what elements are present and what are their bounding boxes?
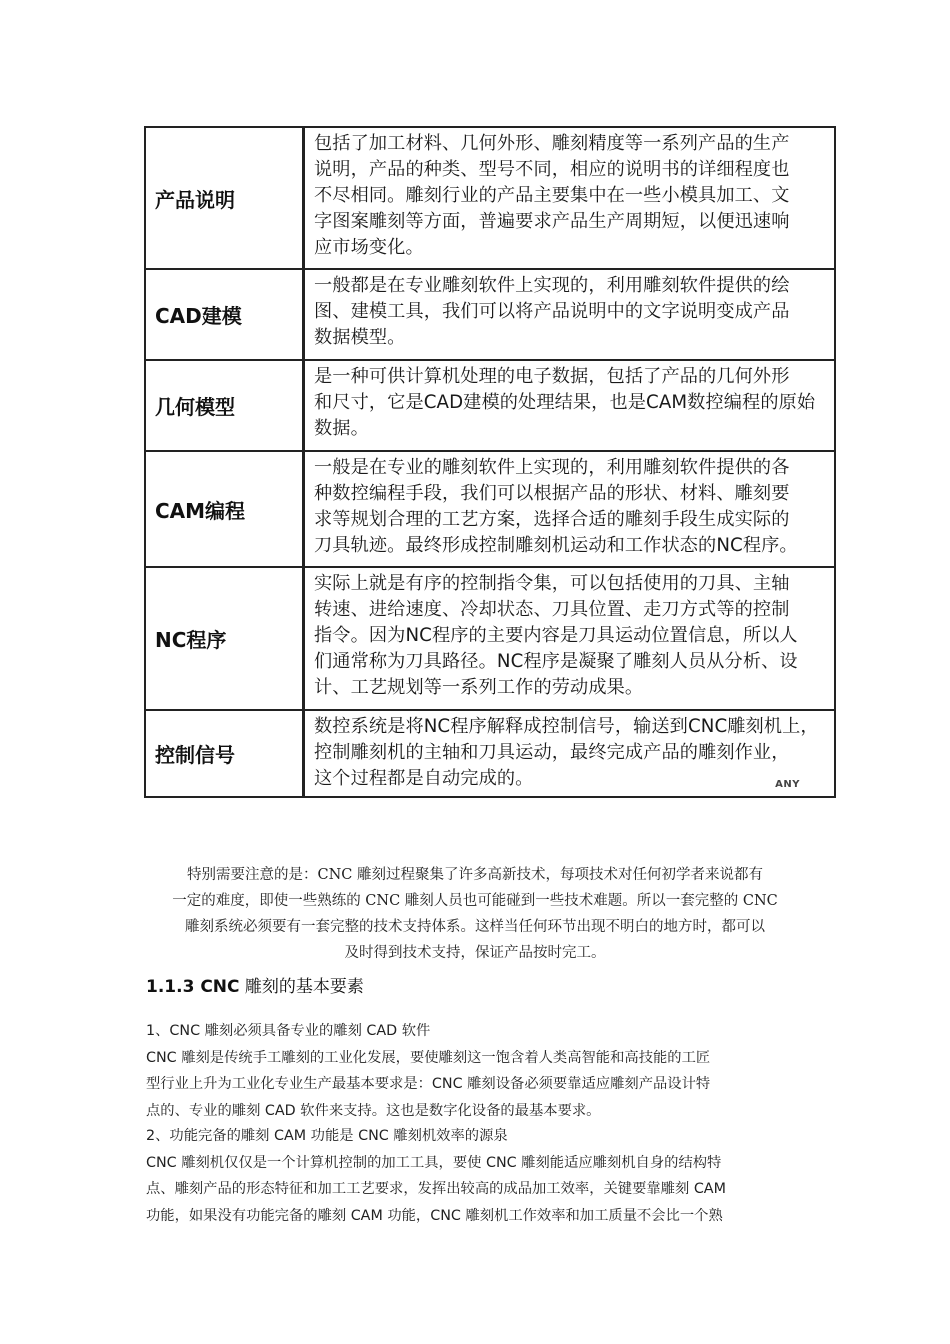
- row-label: 控制信号: [146, 711, 305, 796]
- description-line: 字图案雕刻等方面，普遍要求产品生产周期短，以便迅速响: [314, 211, 790, 232]
- item-line: 点的、专业的雕刻 CAD 软件来支持。这也是数字化设备的最基本要求。: [146, 1102, 601, 1119]
- item-line: 功能，如果没有功能完备的雕刻 CAM 功能，CNC 雕刻机工作效率和加工质量不会比一个熟: [146, 1207, 723, 1224]
- note-line: 雕刻系统必须要有一套完整的技术支持体系。这样当任何环节出现不明白的地方时，都可以: [185, 919, 765, 935]
- item-heading: 2、功能完备的雕刻 CAM 功能是 CNC 雕刻机效率的源泉: [146, 1128, 508, 1144]
- note-line: 及时得到技术支持，保证产品按时完工。: [344, 945, 606, 961]
- description-line: 刀具轨迹。最终形成控制雕刻机运动和工作状态的NC程序。: [314, 535, 798, 556]
- description-line: 一般都是在专业雕刻软件上实现的，利用雕刻软件提供的绘: [314, 275, 790, 296]
- description-line: 数据模型。: [314, 327, 406, 348]
- description-line: 求等规划合理的工艺方案，选择合适的雕刻手段生成实际的: [314, 509, 790, 530]
- item-heading: 1、CNC 雕刻必须具备专业的雕刻 CAD 软件: [146, 1023, 431, 1039]
- item-line: CNC 雕刻是传统手工雕刻的工业化发展，要使雕刻这一饱含着人类高智能和高技能的工匠: [146, 1049, 711, 1066]
- row-description: [305, 711, 834, 796]
- row-label: 几何模型: [146, 361, 305, 450]
- table-row: [146, 568, 834, 711]
- description-line: 数控系统是将NC程序解释成控制信号，输送到CNC雕刻机上，: [314, 716, 819, 737]
- description-line: 指令。因为NC程序的主要内容是刀具运动位置信息，所以人: [314, 625, 798, 646]
- description-line: 不尽相同。雕刻行业的产品主要集中在一些小模具加工、文: [314, 185, 790, 206]
- row-description: [305, 128, 834, 268]
- section-number: 1.1.3 CNC: [146, 977, 240, 997]
- description-line: 包括了加工材料、几何外形、雕刻精度等一系列产品的生产: [314, 133, 790, 154]
- note-paragraph: [140, 862, 810, 966]
- description-line: 控制雕刻机的主轴和刀具运动，最终完成产品的雕刻作业，: [314, 742, 790, 763]
- table-row: [146, 711, 834, 796]
- table-row: [146, 128, 834, 270]
- item-line: 点、雕刻产品的形态特征和加工工艺要求，发挥出较高的成品加工效率，关键要靠雕刻 CAM: [146, 1181, 726, 1197]
- row-description: [305, 361, 834, 450]
- description-line: 种数控编程手段，我们可以根据产品的形状、材料、雕刻要: [314, 483, 790, 504]
- element-item-2: [146, 1123, 808, 1229]
- row-description: [305, 568, 834, 709]
- cnc-process-table: [144, 126, 836, 798]
- table-row: [146, 452, 834, 568]
- watermark-text: ANY: [775, 779, 800, 790]
- row-description: [305, 270, 834, 359]
- description-line: 一般是在专业的雕刻软件上实现的，利用雕刻软件提供的各: [314, 457, 790, 478]
- description-line: 计、工艺规划等一系列工作的劳动成果。: [314, 677, 644, 698]
- item-line: CNC 雕刻机仅仅是一个计算机控制的加工工具，要使 CNC 雕刻能适应雕刻机自身的结构特: [146, 1154, 722, 1171]
- description-line: 说明，产品的种类、型号不同，相应的说明书的详细程度也: [314, 159, 790, 180]
- element-item-1: [146, 1018, 808, 1124]
- description-line: 们通常称为刀具路径。NC程序是凝聚了雕刻人员从分析、设: [314, 651, 798, 672]
- description-line: 应市场变化。: [314, 237, 424, 258]
- note-line: 特别需要注意的是：CNC 雕刻过程聚集了许多高新技术，每项技术对任何初学者来说都有: [187, 867, 763, 883]
- description-line: 实际上就是有序的控制指令集，可以包括使用的刀具、主轴: [314, 573, 790, 594]
- row-label: CAD建模: [146, 270, 305, 359]
- description-line: 转速、进给速度、冷却状态、刀具位置、走刀方式等的控制: [314, 599, 790, 620]
- section-heading: [146, 972, 364, 997]
- description-line: 和尺寸，它是CAD建模的处理结果，也是CAM数控编程的原始: [314, 392, 816, 413]
- row-label: 产品说明: [146, 128, 305, 268]
- item-line: 型行业上升为工业化专业生产最基本要求是：CNC 雕刻设备必须要靠适应雕刻产品设计特: [146, 1076, 711, 1092]
- description-line: 是一种可供计算机处理的电子数据，包括了产品的几何外形: [314, 366, 790, 387]
- row-label: NC程序: [146, 568, 305, 709]
- description-line: 数据。: [314, 418, 369, 439]
- section-title: 雕刻的基本要素: [239, 977, 364, 997]
- table-row: [146, 270, 834, 361]
- row-label: CAM编程: [146, 452, 305, 566]
- description-line: 图、建模工具，我们可以将产品说明中的文字说明变成产品: [314, 301, 790, 322]
- row-description: [305, 452, 834, 566]
- note-line: 一定的难度，即使一些熟练的 CNC 雕刻人员也可能碰到一些技术难题。所以一套完整的 CNC: [172, 893, 778, 909]
- description-line: 这个过程都是自动完成的。: [314, 768, 534, 789]
- table-row: [146, 361, 834, 452]
